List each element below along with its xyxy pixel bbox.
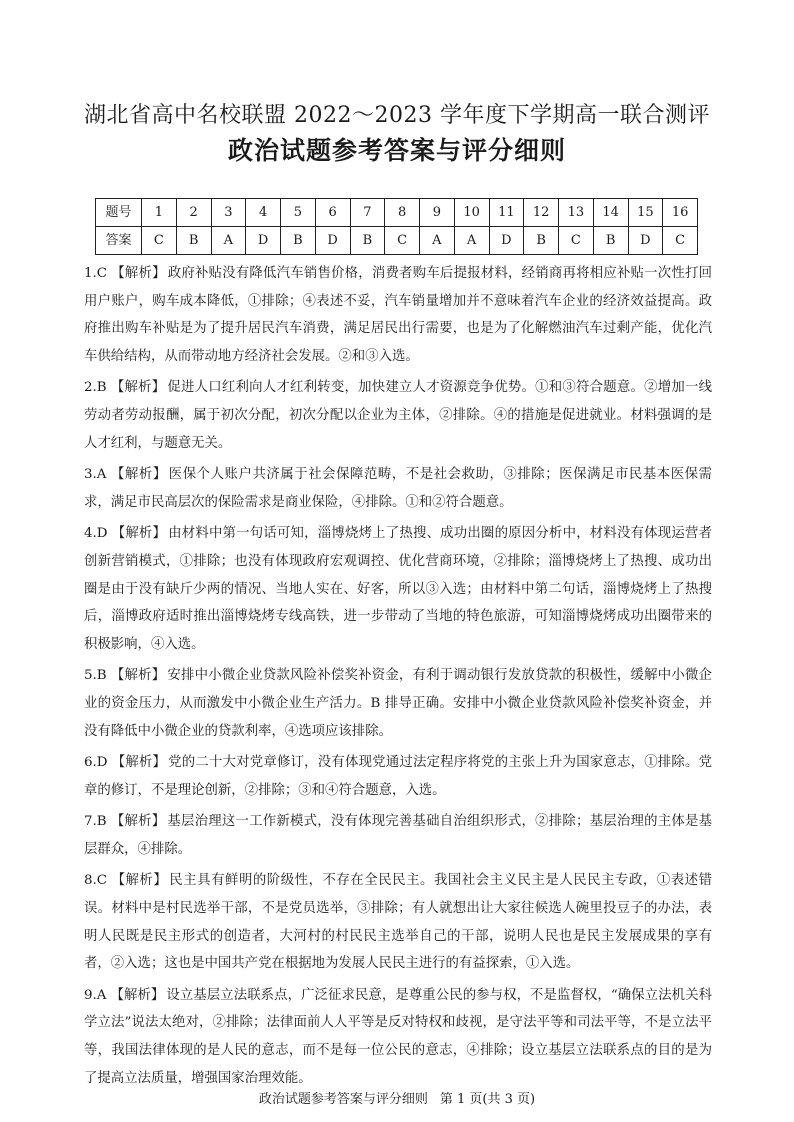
question-number-cell: 15 [628, 199, 663, 227]
question-number-cell: 7 [350, 199, 385, 227]
item-number: 1.C [84, 266, 108, 281]
item-text: 政府补贴没有降低汽车销售价格，消费者购车后提报材料，经销商再将相应补贴一次性打回用户账户，购车成本降低，①排除；④表述不妥，汽车销量增加并不意味着汽车企业的经济效益提高。政府推出购车补贴是为了提升居民汽车消费，满足居民出行需要，也是为了化解燃油汽车过剩产能，优化汽车供给结构，从而带动地方经济社会发展。②和③入选。 [84, 266, 713, 364]
question-number-cell: 6 [315, 199, 350, 227]
explanation-item [84, 374, 712, 457]
explanation-item [84, 520, 712, 658]
analysis-tag: 【解析】 [110, 380, 166, 396]
answer-table [95, 198, 698, 255]
question-number-cell: 16 [663, 199, 698, 227]
answer-cell: D [489, 227, 524, 255]
question-number-cell: 12 [524, 199, 559, 227]
item-text: 民主具有鲜明的阶级性，不存在全民民主。我国社会主义民主是人民民主专政，①表述错误。材料中是村民选举干部，不是党员选举，③排除；有人就想出让大家往候选人碗里投豆子的办法，表明人民既是民主形式的创造者，大河村的村民民主选举自己的干部，说明人民也是民主发展成果的享有者，②入选；这也是中国共产党在根据地为发展人民民主进行的有益探索，①入选。 [84, 873, 713, 972]
question-number-cell: 2 [176, 199, 211, 227]
item-number: 2.B [84, 380, 107, 396]
item-number: 4.D [84, 526, 108, 542]
question-number-header: 题号 [96, 199, 142, 227]
answer-cell: B [281, 227, 316, 255]
answer-cell: C [385, 227, 420, 255]
answer-cell: C [663, 227, 698, 255]
item-text: 党的二十大对党章修订，没有体现党通过法定程序将党的主张上升为国家意志，①排除。党章的修订，不是理论创新，②排除；③和④符合题意，入选。 [84, 755, 713, 798]
explanation-item [84, 808, 712, 863]
item-number: 5.B [84, 668, 107, 684]
item-text: 由材料中第一句话可知，淄博烧烤上了热搜、成功出圈的原因分析中，材料没有体现运营者创新营销模式，①排除；也没有体现政府宏观调控、优化营商环境，②排除；淄博烧烤上了热搜、成功出圈是由于没有缺斤少两的情况、当地人实在、好客，所以③入选；由材料中第二句话，淄博烧烤上了热搜后，淄博政府适时推出淄博烧烤专线高铁，进一步带动了当地的特色旅游，可知淄博烧烤成功出圈带来的积极影响，④入选。 [84, 526, 713, 652]
explanation-item [84, 867, 712, 977]
explanation-list [84, 260, 712, 1096]
item-number: 6.D [84, 755, 108, 771]
question-number-row [96, 199, 698, 227]
question-number-cell: 14 [593, 199, 628, 227]
item-text: 设立基层立法联系点，广泛征求民意，是尊重公民的参与权，不是监督权，“确保立法机关科学立法”说法太绝对，②排除；法律面前人人平等是反对特权和歧视，是守法平等和司法平等，不是立法平等，我国法律体现的是人民的意志，而不是每一位公民的意志，④排除；设立基层立法联系点的目的是为了提高立法质量，增强国家治理效能。 [84, 987, 712, 1086]
footer-page-number: 第 1 页(共 3 页) [439, 1092, 536, 1107]
document-title-line1: 湖北省高中名校联盟 2022～2023 学年度下学期高一联合测评 [84, 103, 710, 128]
analysis-tag: 【解析】 [111, 755, 167, 771]
analysis-tag: 【解析】 [111, 873, 168, 889]
answer-cell: D [246, 227, 281, 255]
answer-cell: A [454, 227, 489, 255]
question-number-cell: 13 [559, 199, 594, 227]
answer-cell: B [176, 227, 211, 255]
footer-doc-name: 政治试题参考答案与评分细则 [258, 1092, 428, 1107]
analysis-tag: 【解析】 [110, 467, 167, 483]
item-number: 8.C [84, 873, 108, 889]
item-text: 促进人口红利向人才红利转变，加快建立人才资源竞争优势。①和③符合题意。②增加一线劳动者劳动报酬，属于初次分配，初次分配以企业为主体，②排除。④的措施是促进就业。材料强调的是人才红利，与题意无关。 [84, 380, 713, 451]
question-number-cell: 11 [489, 199, 524, 227]
answer-row [96, 227, 698, 255]
page-footer [0, 1090, 794, 1110]
answer-cell: B [524, 227, 559, 255]
analysis-tag: 【解析】 [111, 526, 167, 542]
question-number-cell: 3 [211, 199, 246, 227]
analysis-tag: 【解析】 [111, 266, 166, 281]
question-number-cell: 5 [281, 199, 316, 227]
analysis-tag: 【解析】 [110, 814, 166, 830]
explanation-item [84, 749, 712, 804]
question-number-cell: 1 [142, 199, 177, 227]
answer-cell: B [593, 227, 628, 255]
question-number-cell: 8 [385, 199, 420, 227]
answer-cell: A [420, 227, 455, 255]
analysis-tag: 【解析】 [110, 987, 165, 1003]
question-number-cell: 10 [454, 199, 489, 227]
item-number: 7.B [84, 814, 107, 830]
question-number-cell: 9 [420, 199, 455, 227]
item-text: 基层治理这一工作新模式，没有体现完善基础自治组织形式，②排除；基层治理的主体是基层群众，④排除。 [84, 814, 713, 857]
explanation-item [84, 260, 712, 370]
answer-cell: D [315, 227, 350, 255]
question-number-cell: 4 [246, 199, 281, 227]
answer-cell: C [142, 227, 177, 255]
answer-cell: C [559, 227, 594, 255]
item-number: 3.A [84, 467, 107, 483]
answer-header: 答案 [96, 227, 142, 255]
answer-cell: B [350, 227, 385, 255]
item-text: 医保个人账户共济属于社会保障范畴，不是社会救助，③排除；医保满足市民基本医保需求，满足市民高层次的保险需求是商业保险，④排除。①和②符合题意。 [84, 467, 713, 510]
answer-cell: D [628, 227, 663, 255]
answer-cell: A [211, 227, 246, 255]
document-title-line2: 政治试题参考答案与评分细则 [227, 136, 566, 165]
explanation-item [84, 461, 712, 516]
item-text: 安排中小微企业贷款风险补偿奖补资金，有利于调动银行发放贷款的积极性，缓解中小微企业的资金压力，从而激发中小微企业生产活力。B 排导正确。安排中小微企业贷款风险补偿奖补资金，并没有降低中小微企业的贷款利率，④选项应该排除。 [84, 668, 713, 739]
explanation-item [84, 662, 712, 745]
item-number: 9.A [84, 987, 107, 1003]
analysis-tag: 【解析】 [110, 668, 166, 684]
explanation-item [84, 982, 712, 1092]
